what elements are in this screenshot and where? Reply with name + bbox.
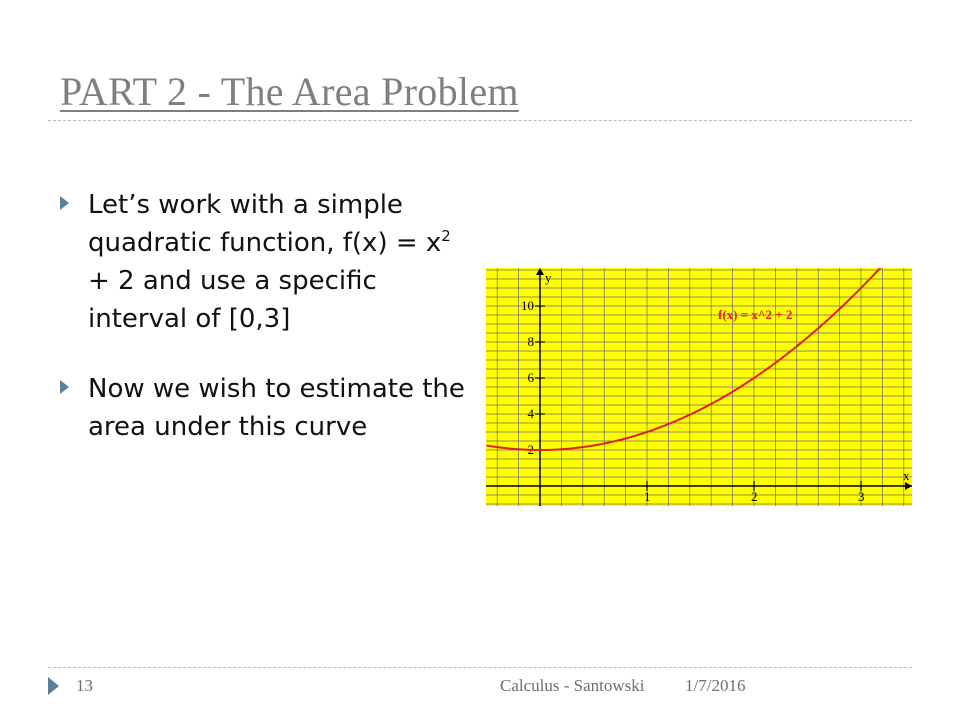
footer-date: 1/7/2016	[685, 676, 746, 695]
bullet-1-part-1: Let’s work with a simple quadratic function, f(x) = x	[88, 190, 442, 258]
y-tick-label: 6	[527, 370, 534, 385]
x-tick-label: 2	[751, 489, 758, 504]
y-tick-label: 10	[521, 298, 534, 313]
footer-divider	[48, 667, 912, 668]
bullet-item	[60, 186, 480, 338]
y-tick-label: 2	[527, 442, 534, 457]
exponent: 2	[441, 227, 451, 245]
slide-title: PART 2 - The Area Problem	[60, 69, 519, 114]
y-tick-label: 8	[527, 334, 534, 349]
bullet-text-2: Now we wish to estimate the area under this curve	[88, 374, 465, 442]
bullet-text-1	[88, 186, 480, 338]
x-axis-label: x	[903, 468, 910, 483]
function-graph	[486, 268, 912, 506]
footer-course: Calculus - Santowski	[500, 676, 645, 695]
bullet-arrow-icon	[60, 196, 69, 210]
x-tick-label: 3	[858, 489, 865, 504]
bullet-item	[60, 370, 480, 446]
y-tick-label: 4	[527, 406, 534, 421]
y-axis-label: y	[545, 270, 552, 285]
footer-arrow-icon	[48, 677, 59, 695]
x-tick-label: 1	[644, 489, 651, 504]
bullet-arrow-icon	[60, 380, 69, 394]
page-number: 13	[76, 676, 93, 695]
curve-label: f(x) = x^2 + 2	[718, 307, 793, 322]
title-divider	[48, 120, 912, 121]
bullet-list	[60, 186, 480, 478]
bullet-1-part-2: + 2 and use a specific interval of [0,3]	[88, 266, 377, 334]
